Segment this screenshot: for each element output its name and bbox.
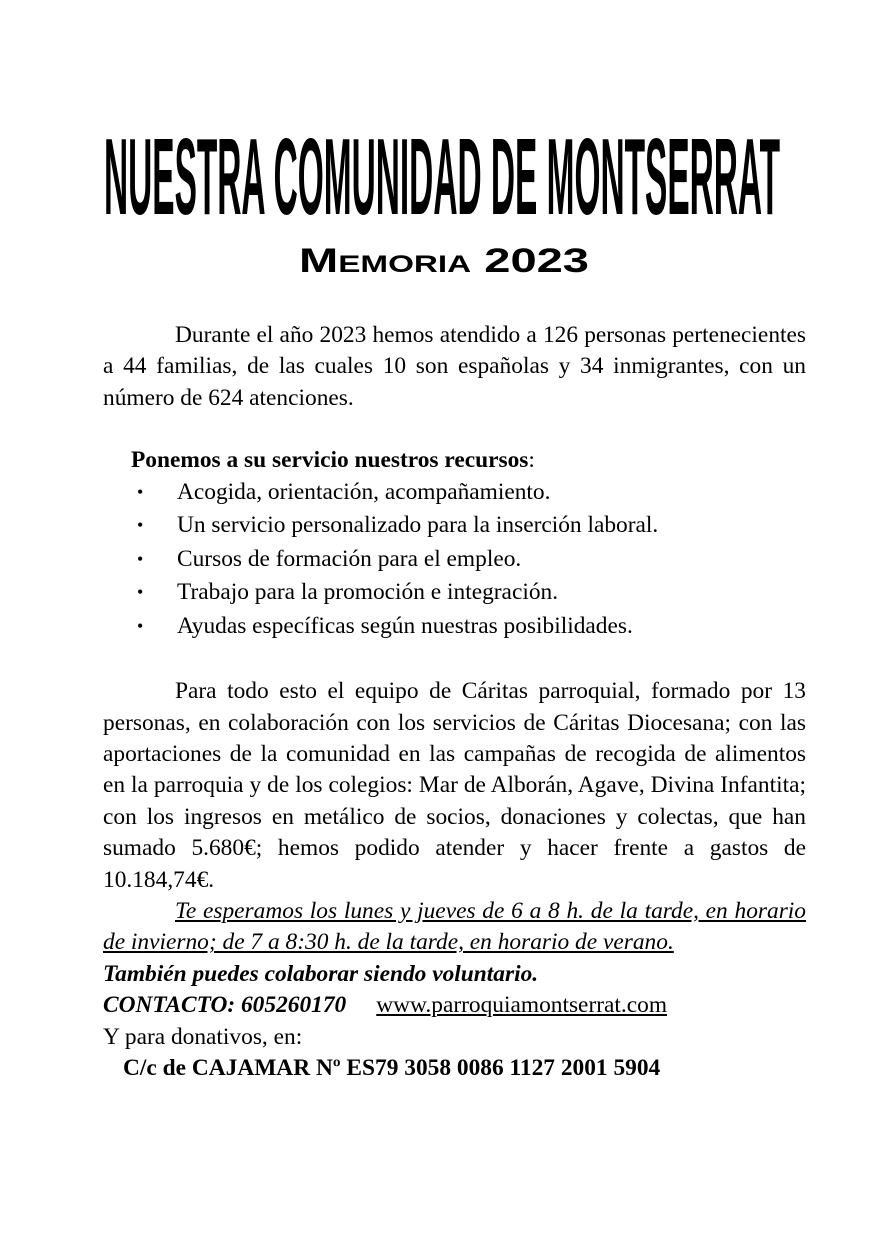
list-item-text: Acogida, orientación, acompañamiento. bbox=[177, 478, 551, 505]
resources-heading-text: Ponemos a su servicio nuestros recursos bbox=[131, 447, 529, 474]
list-item bbox=[131, 544, 806, 578]
volunteer-text: También puedes colaborar siendo voluntario. bbox=[103, 960, 539, 987]
contact-phone: CONTACTO: 605260170 bbox=[103, 992, 347, 1019]
list-item bbox=[131, 510, 806, 544]
bullet-icon: • bbox=[137, 615, 144, 636]
resources-section bbox=[131, 445, 806, 644]
list-item-text: Cursos de formación para el empleo. bbox=[177, 545, 522, 572]
bullet-icon: • bbox=[137, 481, 144, 502]
bullet-icon: • bbox=[137, 515, 144, 536]
bank-account: C/c de CAJAMAR Nº ES79 3058 0086 1127 2001 5904 bbox=[123, 1055, 661, 1081]
title-text: NUESTRA COMUNIDAD DE MONTSERRAT bbox=[104, 116, 781, 238]
list-item-text: Un servicio personalizado para la inserción laboral. bbox=[177, 512, 659, 539]
donations-intro: Y para donativos, en: bbox=[103, 1023, 303, 1050]
bullet-icon: • bbox=[137, 548, 144, 569]
intro-paragraph: Durante el año 2023 hemos atendido a 126 personas pertenecientes a 44 familias, de las cuales 10 son españolas y 34 inmigrantes, con un número de 624 atenciones. bbox=[103, 322, 806, 411]
list-item-text: Ayudas específicas según nuestras posibilidades. bbox=[177, 612, 633, 639]
list-item-text: Trabajo para la promoción e integración. bbox=[177, 579, 559, 606]
list-item bbox=[131, 477, 806, 511]
resource-list bbox=[131, 477, 806, 645]
bullet-icon: • bbox=[137, 582, 144, 603]
resources-heading-colon: : bbox=[528, 447, 535, 474]
contact-line bbox=[103, 990, 806, 1021]
document-body bbox=[103, 320, 806, 1084]
resources-heading bbox=[131, 445, 806, 476]
list-item bbox=[131, 611, 806, 645]
schedule-text: Te esperamos los lunes y jueves de 6 a 8 h. de la tarde, en horario de invierno; de 7 a 8:30 h. de la tarde, en horario de verano. bbox=[103, 897, 806, 956]
list-item bbox=[131, 577, 806, 611]
subtitle-text: Memoria 2023 bbox=[299, 242, 589, 280]
website-link[interactable]: www.parroquiamontserrat.com bbox=[376, 992, 668, 1019]
subtitle bbox=[294, 228, 594, 284]
funding-paragraph: Para todo esto el equipo de Cáritas parroquial, formado por 13 personas, en colaboración con los servicios de Cáritas Diocesana; con las aportaciones de la comunidad en las campañas de recogida de alimentos en la parroquia y de los colegios: Mar de Alborán, Agave, Divina Infantita; con los ingresos en metálico de socios, donaciones y colectas, que han sumado 5.680€; hemos podido atender y hacer frente a gastos de 10.184,74€. bbox=[103, 678, 806, 893]
